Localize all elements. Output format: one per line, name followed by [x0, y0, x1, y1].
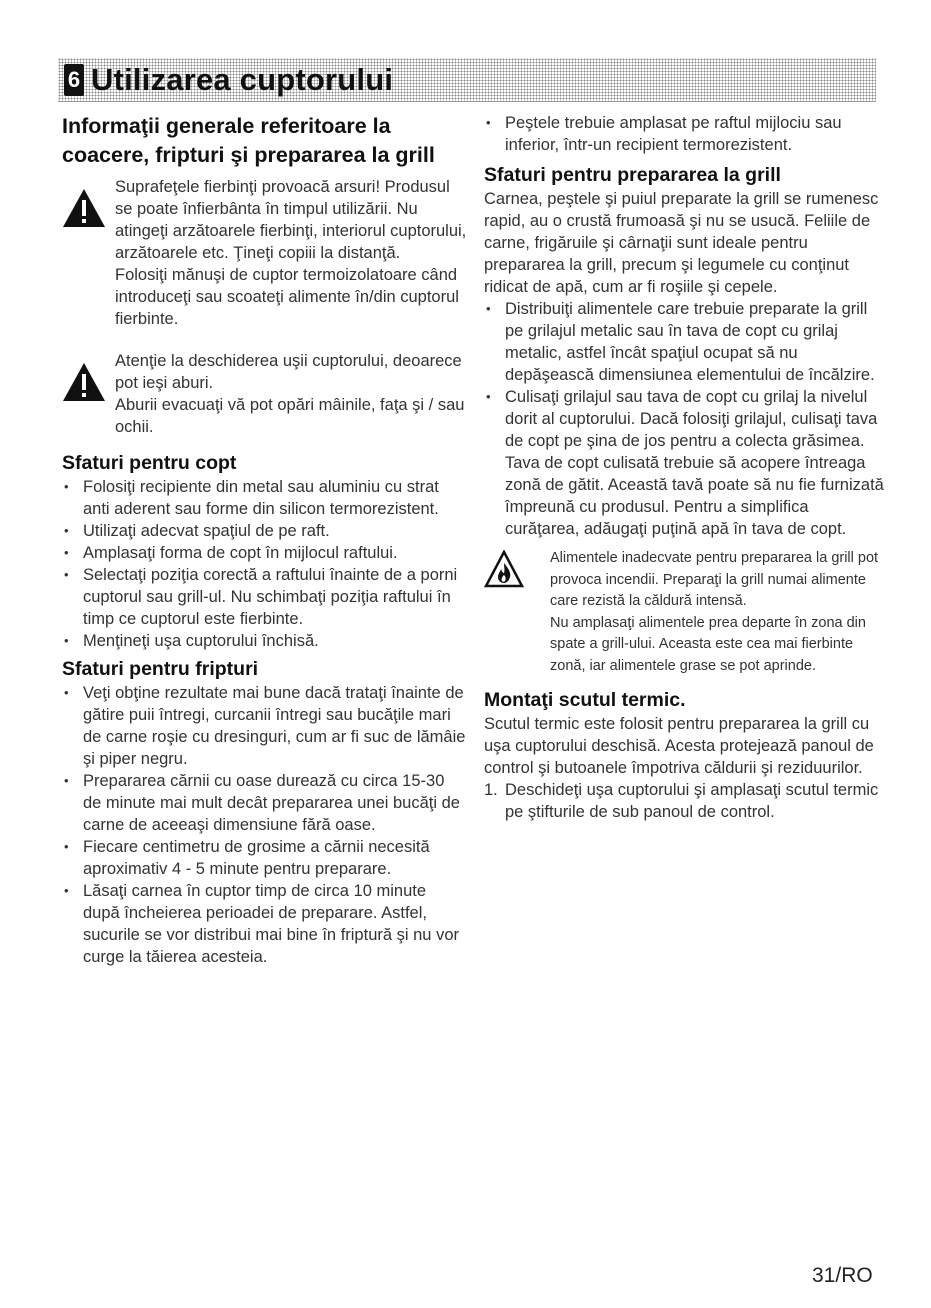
chapter-number-badge: 6	[64, 64, 84, 96]
steam-warning	[62, 350, 467, 438]
section-title: Informaţii generale referitoare la coacere, fripturi şi prepararea la grill	[62, 114, 435, 167]
baking-tips-list	[62, 476, 467, 652]
warning-text: Suprafeţele fierbinţi provoacă arsuri! Produsul se poate înfierbânta în timpul utilizării. Nu atingeţi arzătoarele fierbinţi, interiorul cuptorului, arzătoarele etc. Ţineţi copiii la distanţă.	[115, 178, 467, 262]
roasting-tips-title: Sfaturi pentru fripturi	[62, 658, 259, 680]
baking-tips-title: Sfaturi pentru copt	[62, 452, 237, 474]
warning-text: Atenţie la deschiderea uşii cuptorului, deoarece pot ieşi aburi.	[115, 352, 462, 392]
fire-warning-icon	[484, 550, 524, 588]
header-rule	[58, 101, 876, 102]
warning-text: Folosiţi mănuşi de cuptor termoizolatoare când introduceţi sau scoateţi alimente în/din cuptorul fierbinte.	[115, 266, 459, 328]
grilling-intro: Carnea, peştele şi puiul preparate la grill se rumenesc rapid, au o crustă frumoasă şi nu se usucă. Feliile de carne, frigăruile şi cârnaţii sunt ideale pentru prepararea la grill, precum şi legumele cu conţinut ridicat de apă, cum ar fi roşiile şi cepele.	[484, 190, 879, 296]
chapter-title: Utilizarea cuptorului	[91, 62, 394, 97]
roasting-tips-list	[62, 682, 467, 968]
heat-shield-title: Montaţi scutul termic.	[484, 689, 686, 711]
list-item: • Lăsaţi carnea în cuptor timp de circa 10 minute după încheierea perioadei de preparare. Astfel, sucurile se vor distribui mai bine în friptură şi nu vor curge la tăierea acesteia.	[62, 880, 467, 968]
heat-shield-intro: Scutul termic este folosit pentru prepararea la grill cu uşa cuptorului deschisă. Acesta protejează panoul de control şi butoanele împotriva căldurii şi reziduurilor.	[484, 715, 874, 777]
list-item: • Amplasaţi forma de copt în mijlocul raftului.	[62, 542, 467, 564]
warning-triangle-icon	[62, 362, 106, 402]
page-number: 31/RO	[812, 1264, 873, 1287]
right-column	[484, 112, 884, 823]
list-item: • Fiecare centimetru de grosime a cărnii necesită aproximativ 4 - 5 minute pentru preparare.	[62, 836, 467, 880]
list-item: • Selectaţi poziţia corectă a raftului înainte de a porni cuptorul sau grill-ul. Nu schimbaţi poziţia raftului în timp ce cuptorul este fierbinte.	[62, 564, 467, 630]
heat-shield-steps	[484, 779, 884, 823]
list-item	[484, 779, 884, 823]
list-item: • Distribuiţi alimentele care trebuie preparate la grill pe grilajul metalic sau în tava de copt cu grilaj metalic, astfel încât spaţiul ocupat să nu depăşească dimensiunea elementului de încălzire.	[484, 298, 884, 386]
list-item: • Veţi obţine rezultate mai bune dacă trataţi înainte de gătire puii întregi, curcanii întregi sau bucăţile mari de carne roşie cu dresinguri, cum ar fi suc de lămâie şi piper negru.	[62, 682, 467, 770]
left-column	[62, 112, 467, 968]
fire-warning	[484, 548, 884, 677]
list-item: • Utilizaţi adecvat spaţiul de pe raft.	[62, 520, 467, 542]
list-item: • Peştele trebuie amplasat pe raftul mijlociu sau inferior, într-un recipient termorezistent.	[484, 112, 884, 156]
grilling-tips-list	[484, 298, 884, 540]
warning-triangle-icon	[62, 188, 106, 228]
step-text: Deschideţi uşa cuptorului şi amplasaţi scutul termic pe ştifturile de sub panoul de control.	[505, 781, 879, 821]
list-item: • Menţineţi uşa cuptorului închisă.	[62, 630, 467, 652]
roasting-tips-list-continued	[484, 112, 884, 156]
warning-text: Aburii evacuaţi vă pot opări mâinile, faţa şi / sau ochii.	[115, 396, 465, 436]
list-item: • Folosiţi recipiente din metal sau aluminiu cu strat anti aderent sau forme din silicon termorezistent.	[62, 476, 467, 520]
hot-surface-warning	[62, 176, 467, 330]
list-item: • Culisaţi grilajul sau tava de copt cu grilaj la nivelul dorit al cuptorului. Dacă folosiţi grilajul, culisaţi tava de copt pe şina de jos pentru a colecta grăsimea. Tava de copt culisată trebuie să acopere întreaga zonă de gătit. Această tavă poate să nu fie furnizată împreună cu produsul. Pentru a simplifica curăţarea, adăugaţi puţină apă în tava de copt.	[484, 386, 884, 540]
list-item: • Prepararea cărnii cu oase durează cu circa 15-30 de minute mai mult decât prepararea unei bucăţi de carne de aceeaşi dimensiune fără oase.	[62, 770, 467, 836]
step-number: 1.	[484, 781, 498, 799]
grilling-tips-title: Sfaturi pentru prepararea la grill	[484, 164, 781, 186]
warning-text: Alimentele inadecvate pentru prepararea la grill pot provoca incendii. Preparaţi la grill numai alimente care rezistă la căldură intensă.	[550, 550, 879, 609]
warning-text: Nu amplasaţi alimentele prea departe în zona din spate a grill-ului. Aceasta este cea mai fierbinte zonă, iar alimentele grase se pot aprinde.	[550, 614, 866, 674]
